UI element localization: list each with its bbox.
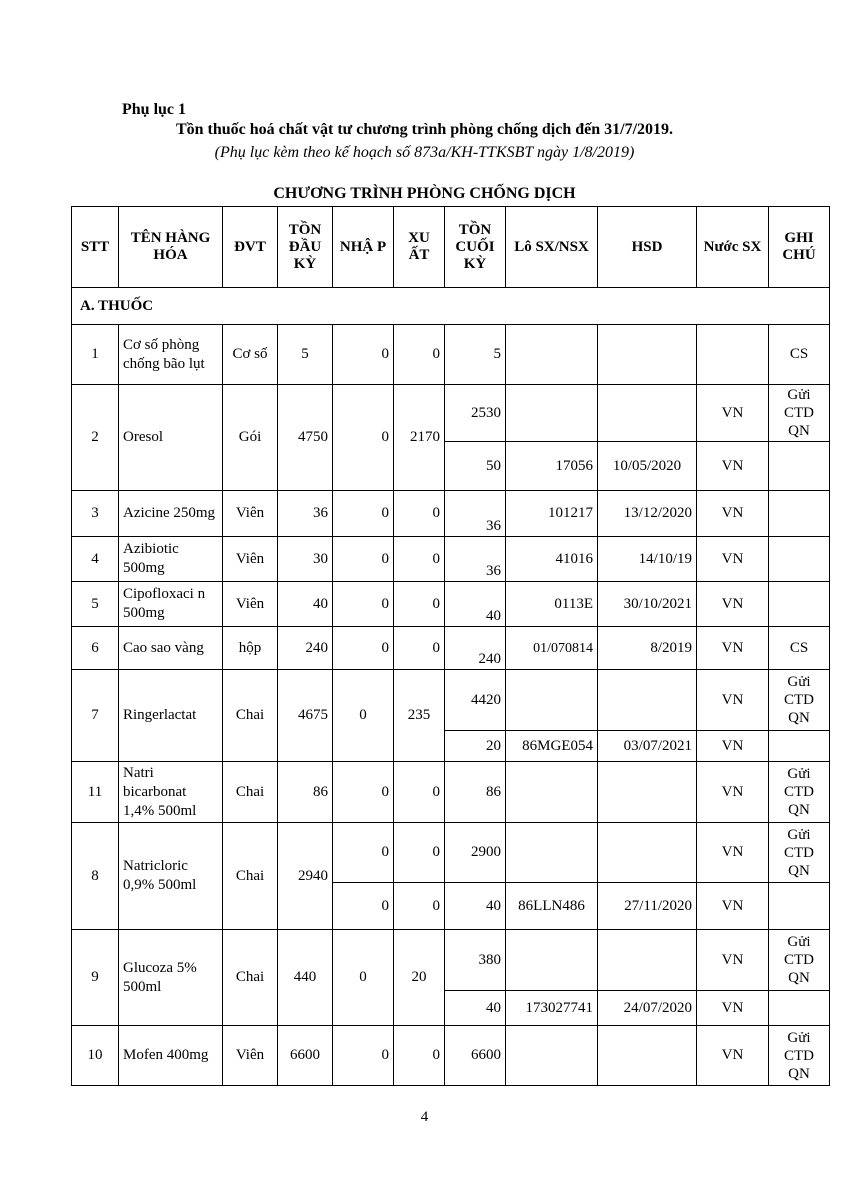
- cell-stt: 7: [72, 670, 119, 762]
- cell-stt: 4: [72, 537, 119, 582]
- cell-ghi-chu: Gửi CTD QN: [769, 670, 830, 731]
- col-ton-dau: TỒN ĐẦU KỲ: [278, 207, 333, 288]
- cell-nuoc: VN: [697, 731, 769, 762]
- cell-ghi-chu: [769, 442, 830, 491]
- col-dvt: ĐVT: [223, 207, 278, 288]
- cell-lo: 173027741: [506, 991, 598, 1026]
- cell-ten: Natricloric 0,9% 500ml: [119, 823, 223, 930]
- cell-hsd: [598, 325, 697, 385]
- cell-hsd: [598, 670, 697, 731]
- cell-ton-dau: 440: [278, 930, 333, 1026]
- cell-xuat: 0: [394, 627, 445, 670]
- cell-ghi-chu: [769, 537, 830, 582]
- cell-ton-cuoi: 20: [445, 731, 506, 762]
- table-row: [72, 537, 830, 582]
- cell-stt: 1: [72, 325, 119, 385]
- cell-stt: 6: [72, 627, 119, 670]
- document-title: Tồn thuốc hoá chất vật tư chương trình phòng chống dịch đến 31/7/2019.: [175, 121, 674, 138]
- cell-ton-dau: 4750: [278, 385, 333, 491]
- cell-lo: [506, 930, 598, 991]
- cell-dvt: Chai: [223, 670, 278, 762]
- cell-hsd: 24/07/2020: [598, 991, 697, 1026]
- col-hsd: HSD: [598, 207, 697, 288]
- cell-ghi-chu: [769, 491, 830, 537]
- cell-ton-cuoi: 40: [445, 883, 506, 930]
- cell-ton-dau: 4675: [278, 670, 333, 762]
- cell-ton-dau: 240: [278, 627, 333, 670]
- cell-hsd: 10/05/2020: [598, 442, 697, 491]
- cell-ten: Azicine 250mg: [119, 491, 223, 537]
- cell-ton-cuoi: 4420: [445, 670, 506, 731]
- cell-ghi-chu: [769, 731, 830, 762]
- cell-hsd: [598, 1026, 697, 1086]
- cell-ton-cuoi: 36: [445, 537, 506, 582]
- cell-lo: 01/070814: [506, 627, 598, 670]
- cell-nhap: 0: [333, 537, 394, 582]
- col-nuoc: Nước SX: [697, 207, 769, 288]
- cell-ghi-chu: [769, 991, 830, 1026]
- cell-ton-dau: 40: [278, 582, 333, 627]
- cell-ten: Mofen 400mg: [119, 1026, 223, 1086]
- cell-stt: 5: [72, 582, 119, 627]
- cell-lo: 41016: [506, 537, 598, 582]
- cell-xuat: 0: [394, 491, 445, 537]
- cell-hsd: 8/2019: [598, 627, 697, 670]
- cell-ton-dau: 30: [278, 537, 333, 582]
- page-number: 4: [420, 1109, 429, 1125]
- cell-hsd: [598, 930, 697, 991]
- cell-ten: Natri bicarbonat 1,4% 500ml: [119, 762, 223, 823]
- col-xuat: XU ẤT: [394, 207, 445, 288]
- cell-ton-cuoi: 40: [445, 582, 506, 627]
- cell-dvt: Chai: [223, 762, 278, 823]
- cell-dvt: Viên: [223, 491, 278, 537]
- cell-ghi-chu: Gửi CTD QN: [769, 762, 830, 823]
- header-row: [72, 207, 830, 288]
- table-row: [72, 930, 830, 991]
- cell-nuoc: VN: [697, 823, 769, 883]
- col-ten: TÊN HÀNG HÓA: [119, 207, 223, 288]
- cell-nuoc: VN: [697, 385, 769, 442]
- col-stt: STT: [72, 207, 119, 288]
- cell-xuat: 0: [394, 1026, 445, 1086]
- cell-nhap: 0: [333, 627, 394, 670]
- cell-ton-dau: 36: [278, 491, 333, 537]
- table-row: [72, 491, 830, 537]
- cell-dvt: hộp: [223, 627, 278, 670]
- cell-xuat: 20: [394, 930, 445, 1026]
- cell-lo: 101217: [506, 491, 598, 537]
- cell-xuat: 0: [394, 823, 445, 883]
- table-row: [72, 582, 830, 627]
- cell-hsd: [598, 762, 697, 823]
- document-subtitle: (Phụ lục kèm theo kế hoạch số 873a/KH-TTKSBT ngày 1/8/2019): [214, 144, 635, 161]
- cell-hsd: [598, 823, 697, 883]
- cell-ton-cuoi: 380: [445, 930, 506, 991]
- cell-nuoc: VN: [697, 930, 769, 991]
- cell-nhap: 0: [333, 930, 394, 1026]
- cell-lo: [506, 385, 598, 442]
- cell-nhap: 0: [333, 582, 394, 627]
- cell-stt: 2: [72, 385, 119, 491]
- cell-ghi-chu: Gửi CTD QN: [769, 385, 830, 442]
- cell-nhap: 0: [333, 762, 394, 823]
- cell-nuoc: VN: [697, 670, 769, 731]
- cell-ton-cuoi: 2900: [445, 823, 506, 883]
- cell-dvt: Viên: [223, 537, 278, 582]
- table-row: [72, 1026, 830, 1086]
- cell-lo: 86MGE054: [506, 731, 598, 762]
- cell-ton-cuoi: 2530: [445, 385, 506, 442]
- table-row: [72, 627, 830, 670]
- table-row: [72, 762, 830, 823]
- cell-lo: 86LLN486: [506, 883, 598, 930]
- cell-ten: Cipofloxaci n 500mg: [119, 582, 223, 627]
- cell-nhap: 0: [333, 883, 394, 930]
- cell-dvt: Chai: [223, 930, 278, 1026]
- cell-ghi-chu: Gửi CTD QN: [769, 823, 830, 883]
- cell-ton-cuoi: 86: [445, 762, 506, 823]
- cell-lo: [506, 325, 598, 385]
- cell-nuoc: VN: [697, 883, 769, 930]
- cell-nhap: 0: [333, 670, 394, 762]
- cell-nuoc: VN: [697, 991, 769, 1026]
- cell-ghi-chu: [769, 883, 830, 930]
- cell-ton-dau: 86: [278, 762, 333, 823]
- cell-ton-cuoi: 36: [445, 491, 506, 537]
- col-ghi-chu: GHI CHÚ: [769, 207, 830, 288]
- cell-hsd: 30/10/2021: [598, 582, 697, 627]
- cell-lo: [506, 762, 598, 823]
- table-row: [72, 325, 830, 385]
- cell-hsd: [598, 385, 697, 442]
- cell-stt: 9: [72, 930, 119, 1026]
- cell-ton-dau: 2940: [278, 823, 333, 930]
- cell-ten: Azibiotic 500mg: [119, 537, 223, 582]
- cell-ton-dau: 6600: [278, 1026, 333, 1086]
- cell-hsd: 03/07/2021: [598, 731, 697, 762]
- cell-nuoc: [697, 325, 769, 385]
- cell-ton-cuoi: 40: [445, 991, 506, 1026]
- cell-lo: 0113E: [506, 582, 598, 627]
- section-a-label: A. THUỐC: [72, 288, 830, 325]
- cell-ton-cuoi: 6600: [445, 1026, 506, 1086]
- cell-stt: 8: [72, 823, 119, 930]
- cell-nhap: 0: [333, 1026, 394, 1086]
- cell-xuat: 0: [394, 883, 445, 930]
- col-ton-cuoi: TỒN CUỐI KỲ: [445, 207, 506, 288]
- cell-nuoc: VN: [697, 1026, 769, 1086]
- cell-nuoc: VN: [697, 627, 769, 670]
- cell-xuat: 0: [394, 537, 445, 582]
- cell-ten: Cơ số phòng chống bão lụt: [119, 325, 223, 385]
- section-row: [72, 288, 830, 325]
- col-lo: Lô SX/NSX: [506, 207, 598, 288]
- cell-lo: [506, 670, 598, 731]
- cell-dvt: Viên: [223, 1026, 278, 1086]
- cell-xuat: 0: [394, 762, 445, 823]
- inventory-table: [71, 206, 830, 1086]
- cell-ten: Cao sao vàng: [119, 627, 223, 670]
- table-row: [72, 670, 830, 731]
- cell-ton-cuoi: 50: [445, 442, 506, 491]
- col-nhap: NHẬ P: [333, 207, 394, 288]
- cell-stt: 11: [72, 762, 119, 823]
- cell-xuat: 235: [394, 670, 445, 762]
- cell-nuoc: VN: [697, 491, 769, 537]
- table-row: [72, 385, 830, 442]
- cell-stt: 10: [72, 1026, 119, 1086]
- cell-ghi-chu: CS: [769, 325, 830, 385]
- cell-ton-cuoi: 5: [445, 325, 506, 385]
- cell-dvt: Viên: [223, 582, 278, 627]
- cell-ten: Ringerlactat: [119, 670, 223, 762]
- cell-stt: 3: [72, 491, 119, 537]
- appendix-label: Phụ lục 1: [122, 101, 187, 118]
- cell-lo: [506, 1026, 598, 1086]
- cell-ten: Glucoza 5% 500ml: [119, 930, 223, 1026]
- cell-ghi-chu: CS: [769, 627, 830, 670]
- table-row: [72, 823, 830, 883]
- cell-nhap: 0: [333, 823, 394, 883]
- cell-nuoc: VN: [697, 762, 769, 823]
- cell-hsd: 27/11/2020: [598, 883, 697, 930]
- cell-ghi-chu: Gửi CTD QN: [769, 1026, 830, 1086]
- cell-ton-dau: 5: [278, 325, 333, 385]
- cell-lo: [506, 823, 598, 883]
- cell-xuat: 0: [394, 582, 445, 627]
- cell-hsd: 13/12/2020: [598, 491, 697, 537]
- table-title: CHƯƠNG TRÌNH PHÒNG CHỐNG DỊCH: [273, 185, 576, 202]
- cell-nhap: 0: [333, 325, 394, 385]
- cell-nuoc: VN: [697, 582, 769, 627]
- cell-nuoc: VN: [697, 442, 769, 491]
- cell-lo: 17056: [506, 442, 598, 491]
- cell-dvt: Cơ số: [223, 325, 278, 385]
- cell-nhap: 0: [333, 385, 394, 491]
- cell-ton-cuoi: 240: [445, 627, 506, 670]
- cell-xuat: 0: [394, 325, 445, 385]
- cell-ten: Oresol: [119, 385, 223, 491]
- cell-dvt: Gói: [223, 385, 278, 491]
- cell-nhap: 0: [333, 491, 394, 537]
- cell-xuat: 2170: [394, 385, 445, 491]
- cell-hsd: 14/10/19: [598, 537, 697, 582]
- cell-nuoc: VN: [697, 537, 769, 582]
- cell-ghi-chu: Gửi CTD QN: [769, 930, 830, 991]
- cell-ghi-chu: [769, 582, 830, 627]
- cell-dvt: Chai: [223, 823, 278, 930]
